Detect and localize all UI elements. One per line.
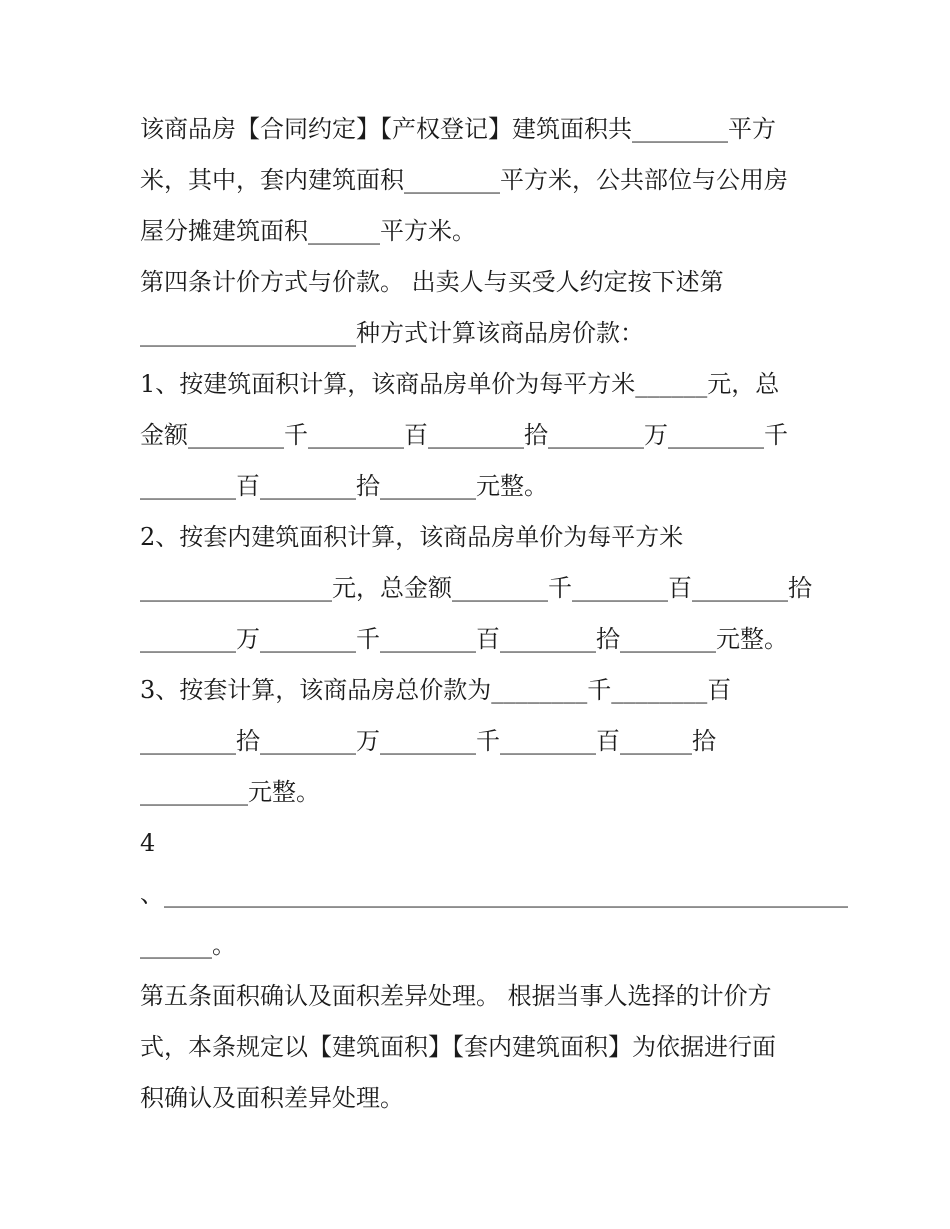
text-line: 该商品房【合同约定】【产权登记】建筑面积共________平方 — [140, 115, 776, 143]
text-line: 金额________千________百________拾________万________千 — [140, 421, 788, 449]
text-line: ________拾________万________千________百______拾 — [140, 727, 716, 755]
text-line: 屋分摊建筑面积______平方米。 — [140, 217, 476, 245]
text-line: ________万________千________百________拾________元整。 — [140, 625, 788, 653]
option-2-line: 2、按套内建筑面积计算，该商品房单价为每平方米 — [140, 523, 684, 551]
text-line: 式，本条规定以【建筑面积】【套内建筑面积】为依据进行面 — [140, 1033, 776, 1061]
option-4-number: 4 — [140, 829, 156, 857]
text-line: ________________元，总金额________千________百________拾 — [140, 574, 812, 602]
text-line: 米，其中，套内建筑面积________平方米，公共部位与公用房 — [140, 166, 788, 194]
article-5-heading: 第五条面积确认及面积差异处理。 根据当事人选择的计价方 — [140, 982, 772, 1010]
text-line: 积确认及面积差异处理。 — [140, 1084, 404, 1112]
option-3-line: 3、按套计算，该商品房总价款为________千________百 — [140, 676, 732, 704]
text-line: ______。 — [140, 931, 236, 959]
text-line: _________元整。 — [140, 778, 320, 806]
option-1-line: 1、按建筑面积计算，该商品房单价为每平方米______元，总 — [140, 370, 780, 398]
document-body — [140, 104, 848, 1124]
article-4-heading: 第四条计价方式与价款。 出卖人与买受人约定按下述第 — [140, 268, 724, 296]
option-4-line: 、_________________________________________________________ — [140, 880, 848, 908]
text-line: __________________种方式计算该商品房价款： — [140, 319, 644, 347]
text-line: ________百________拾________元整。 — [140, 472, 548, 500]
